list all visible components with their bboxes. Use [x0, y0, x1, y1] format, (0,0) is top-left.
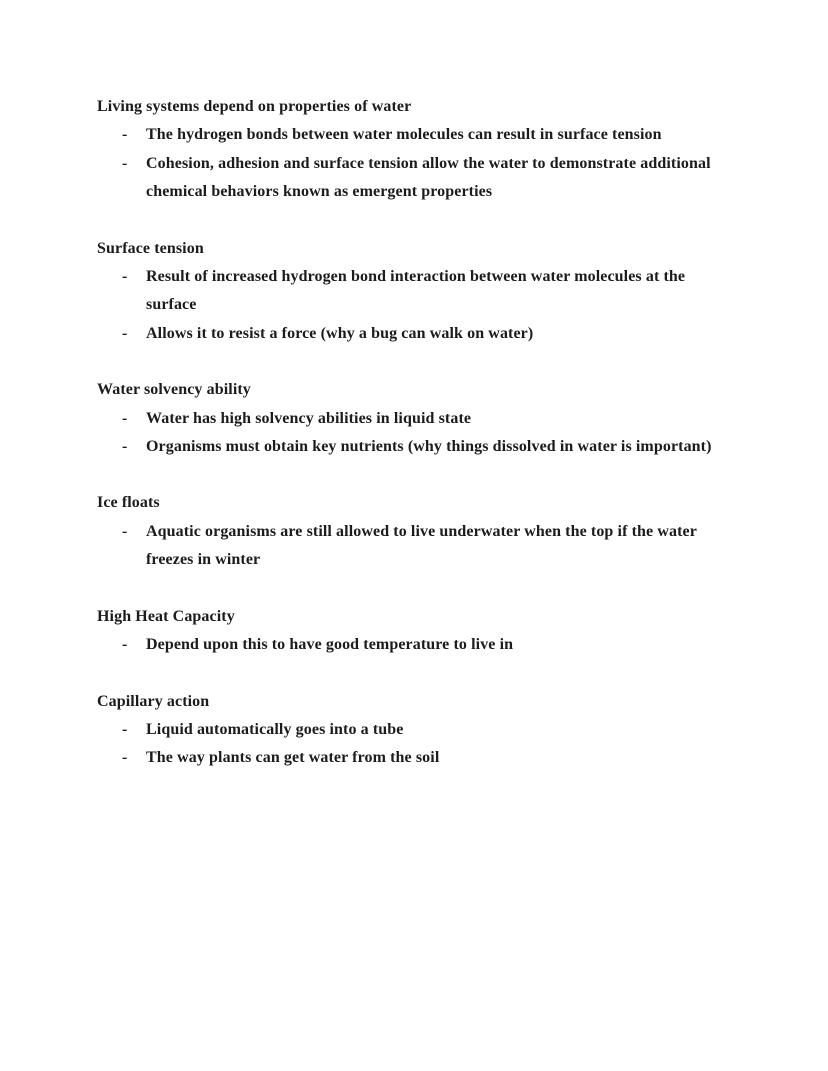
bullet-text: Aquatic organisms are still allowed to live underwater when the top if the water freezes in winter [146, 522, 697, 569]
bullet-list [97, 518, 732, 575]
bullet-list [97, 716, 732, 773]
list-item [97, 433, 732, 461]
section-water-solvency [97, 376, 732, 461]
bullet-list [97, 405, 732, 462]
bullet-text: Depend upon this to have good temperature to live in [146, 636, 514, 654]
bullet-text: The hydrogen bonds between water molecules can result in surface tension [146, 126, 662, 144]
bullet-dash: - [122, 268, 128, 286]
section-living-systems [97, 93, 732, 207]
list-item [97, 121, 732, 149]
bullet-text: Liquid automatically goes into a tube [146, 720, 404, 738]
list-item [97, 405, 732, 433]
bullet-text: The way plants can get water from the soil [146, 749, 440, 767]
bullet-text: Result of increased hydrogen bond interaction between water molecules at the surface [146, 268, 686, 314]
bullet-list [97, 631, 732, 659]
list-item [97, 150, 732, 207]
list-item [97, 716, 732, 744]
bullet-dash: - [122, 126, 128, 144]
section-heading: Water solvency ability [97, 381, 251, 399]
list-item [97, 744, 732, 772]
section-surface-tension [97, 235, 732, 349]
bullet-dash: - [122, 324, 128, 342]
list-item [97, 518, 732, 575]
section-high-heat-capacity [97, 603, 732, 660]
section-capillary-action [97, 688, 732, 773]
bullet-dash: - [122, 720, 128, 738]
section-heading: Capillary action [97, 692, 210, 710]
bullet-dash: - [122, 749, 128, 767]
bullet-dash: - [122, 438, 128, 456]
section-ice-floats [97, 489, 732, 574]
bullet-list [97, 263, 732, 348]
bullet-dash: - [122, 636, 128, 654]
section-heading: Ice floats [97, 494, 160, 512]
bullet-text: Allows it to resist a force (why a bug can walk on water) [146, 324, 534, 342]
bullet-dash: - [122, 409, 128, 427]
list-item [97, 320, 732, 348]
bullet-dash: - [122, 154, 128, 172]
section-heading: Living systems depend on properties of water [97, 98, 412, 115]
list-item [97, 631, 732, 659]
bullet-list [97, 121, 732, 206]
bullet-text: Cohesion, adhesion and surface tension allow the water to demonstrate additional chemical behaviors known as emergent properties [146, 154, 711, 201]
bullet-dash: - [122, 522, 128, 540]
bullet-text: Organisms must obtain key nutrients (why things dissolved in water is important) [146, 438, 712, 456]
bullet-text: Water has high solvency abilities in liquid state [146, 409, 472, 427]
section-heading: Surface tension [97, 239, 204, 257]
section-heading: High Heat Capacity [97, 607, 235, 625]
list-item [97, 263, 732, 320]
